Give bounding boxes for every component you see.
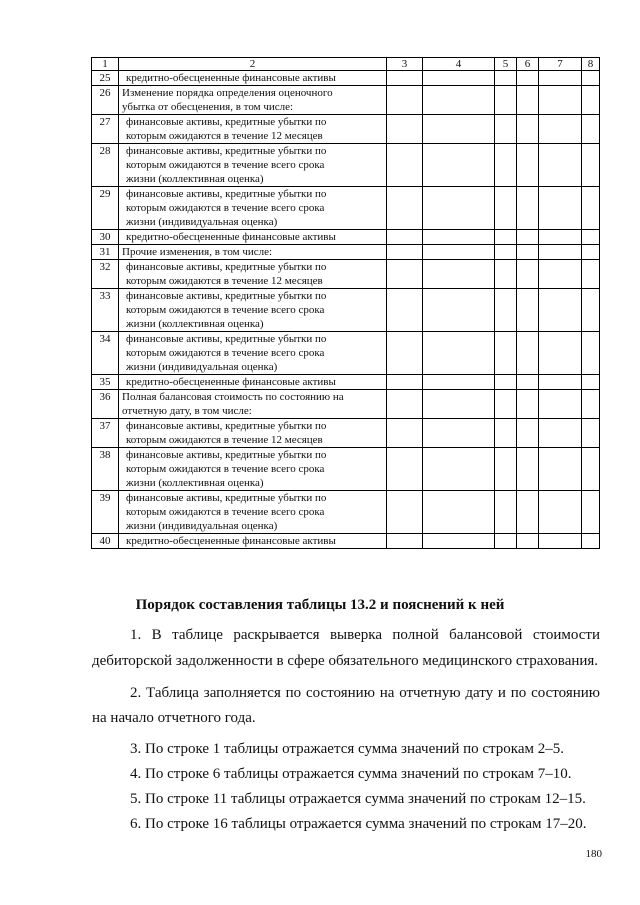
empty-cell-col-5	[495, 144, 517, 187]
row-label	[119, 448, 387, 491]
row-label-line: отчетную дату, в том числе:	[122, 405, 252, 417]
empty-cell-col-6	[517, 144, 539, 187]
empty-cell-col-5	[495, 332, 517, 375]
empty-cell-col-4	[423, 375, 495, 390]
row-label-line: кредитно-обесцененные финансовые активы	[126, 72, 336, 84]
table-row	[92, 375, 600, 390]
empty-cell-col-7	[539, 230, 582, 245]
row-label-line: которым ожидаются в течение всего срока	[126, 463, 325, 475]
table-row	[92, 448, 600, 491]
row-label-line: Полная балансовая стоимость по состоянию на	[122, 391, 344, 403]
table-row	[92, 534, 600, 549]
page-number: 180	[585, 848, 602, 860]
empty-cell-col-8	[582, 230, 600, 245]
empty-cell-col-6	[517, 260, 539, 289]
paragraph-4-text: 4. По строке 6 таблицы отражается сумма значений по строкам 7–10.	[130, 766, 572, 782]
paragraph-5	[92, 790, 600, 808]
empty-cell-col-6	[517, 115, 539, 144]
row-number: 26	[92, 86, 119, 115]
table-row	[92, 71, 600, 86]
table-row	[92, 419, 600, 448]
paragraph-5-text: 5. По строке 11 таблицы отражается сумма значений по строкам 12–15.	[130, 791, 586, 807]
table-row	[92, 115, 600, 144]
empty-cell-col-4	[423, 419, 495, 448]
empty-cell-col-3	[387, 289, 423, 332]
empty-cell-col-6	[517, 332, 539, 375]
row-label-line: которым ожидаются в течение 12 месяцев	[126, 130, 323, 142]
row-number: 35	[92, 375, 119, 390]
paragraph-1-line-1: 1. В таблице раскрывается выверка полной балансовой стоимости	[130, 627, 600, 643]
empty-cell-col-8	[582, 115, 600, 144]
empty-cell-col-4	[423, 245, 495, 260]
column-header-5: 5	[495, 58, 517, 71]
empty-cell-col-3	[387, 419, 423, 448]
row-label	[119, 245, 387, 260]
row-label	[119, 289, 387, 332]
row-number: 36	[92, 390, 119, 419]
table-header-row	[92, 58, 600, 71]
empty-cell-col-5	[495, 115, 517, 144]
empty-cell-col-3	[387, 491, 423, 534]
row-number: 25	[92, 71, 119, 86]
row-label	[119, 115, 387, 144]
empty-cell-col-3	[387, 390, 423, 419]
row-number: 31	[92, 245, 119, 260]
row-number: 34	[92, 332, 119, 375]
empty-cell-col-6	[517, 419, 539, 448]
row-label-line: жизни (индивидуальная оценка)	[126, 216, 278, 228]
table-body	[92, 71, 600, 549]
row-label-line: которым ожидаются в течение всего срока	[126, 304, 325, 316]
column-header-6: 6	[517, 58, 539, 71]
empty-cell-col-4	[423, 448, 495, 491]
empty-cell-col-3	[387, 187, 423, 230]
row-label-line: финансовые активы, кредитные убытки по	[126, 261, 327, 273]
empty-cell-col-4	[423, 71, 495, 86]
empty-cell-col-8	[582, 390, 600, 419]
row-label-line: финансовые активы, кредитные убытки по	[126, 420, 327, 432]
empty-cell-col-3	[387, 230, 423, 245]
empty-cell-col-7	[539, 289, 582, 332]
paragraph-6	[92, 815, 600, 833]
paragraph-1	[92, 626, 600, 644]
table-row	[92, 289, 600, 332]
empty-cell-col-8	[582, 187, 600, 230]
column-header-2: 2	[119, 58, 387, 71]
row-number: 27	[92, 115, 119, 144]
row-label	[119, 144, 387, 187]
empty-cell-col-5	[495, 230, 517, 245]
paragraph-3	[92, 740, 600, 758]
empty-cell-col-8	[582, 144, 600, 187]
table-row	[92, 332, 600, 375]
row-label	[119, 187, 387, 230]
paragraph-3-text: 3. По строке 1 таблицы отражается сумма значений по строкам 2–5.	[130, 741, 564, 757]
row-label-line: жизни (индивидуальная оценка)	[126, 361, 278, 373]
empty-cell-col-6	[517, 390, 539, 419]
paragraph-6-text: 6. По строке 16 таблицы отражается сумма значений по строкам 17–20.	[130, 816, 587, 832]
empty-cell-col-4	[423, 491, 495, 534]
paragraph-2-cont: на начало отчетного года.	[92, 710, 256, 726]
empty-cell-col-4	[423, 86, 495, 115]
section-heading: Порядок составления таблицы 13.2 и пояснений к ней	[135, 597, 505, 613]
row-label-line: финансовые активы, кредитные убытки по	[126, 188, 327, 200]
empty-cell-col-8	[582, 491, 600, 534]
empty-cell-col-5	[495, 375, 517, 390]
empty-cell-col-8	[582, 375, 600, 390]
paragraph-2	[92, 684, 600, 702]
empty-cell-col-7	[539, 375, 582, 390]
empty-cell-col-7	[539, 332, 582, 375]
empty-cell-col-7	[539, 86, 582, 115]
empty-cell-col-7	[539, 71, 582, 86]
row-label-line: которым ожидаются в течение 12 месяцев	[126, 434, 323, 446]
row-label-line: которым ожидаются в течение всего срока	[126, 506, 325, 518]
table-row	[92, 144, 600, 187]
column-header-4: 4	[423, 58, 495, 71]
row-label-line: кредитно-обесцененные финансовые активы	[126, 231, 336, 243]
empty-cell-col-6	[517, 245, 539, 260]
empty-cell-col-3	[387, 534, 423, 549]
column-header-3: 3	[387, 58, 423, 71]
empty-cell-col-8	[582, 419, 600, 448]
row-number: 38	[92, 448, 119, 491]
column-header-7: 7	[539, 58, 582, 71]
row-label-line: жизни (коллективная оценка)	[126, 173, 264, 185]
reconciliation-table	[91, 57, 600, 549]
empty-cell-col-5	[495, 71, 517, 86]
empty-cell-col-6	[517, 71, 539, 86]
empty-cell-col-7	[539, 187, 582, 230]
paragraph-1-cont: дебиторской задолженности в сфере обязательного медицинского страхования.	[92, 653, 599, 669]
empty-cell-col-7	[539, 245, 582, 260]
empty-cell-col-6	[517, 491, 539, 534]
row-label	[119, 71, 387, 86]
empty-cell-col-5	[495, 187, 517, 230]
empty-cell-col-3	[387, 86, 423, 115]
empty-cell-col-3	[387, 375, 423, 390]
paragraph-4	[92, 765, 600, 783]
table-row	[92, 245, 600, 260]
empty-cell-col-6	[517, 230, 539, 245]
row-label-line: Прочие изменения, в том числе:	[122, 246, 273, 258]
empty-cell-col-7	[539, 260, 582, 289]
row-label-line: жизни (индивидуальная оценка)	[126, 520, 278, 532]
row-number: 32	[92, 260, 119, 289]
row-label-line: жизни (коллективная оценка)	[126, 318, 264, 330]
empty-cell-col-7	[539, 448, 582, 491]
empty-cell-col-7	[539, 534, 582, 549]
empty-cell-col-5	[495, 245, 517, 260]
row-label-line: жизни (коллективная оценка)	[126, 477, 264, 489]
row-label-line: кредитно-обесцененные финансовые активы	[126, 376, 336, 388]
table-row	[92, 187, 600, 230]
row-number: 37	[92, 419, 119, 448]
empty-cell-col-3	[387, 144, 423, 187]
row-label-line: финансовые активы, кредитные убытки по	[126, 290, 327, 302]
empty-cell-col-4	[423, 332, 495, 375]
empty-cell-col-6	[517, 375, 539, 390]
row-label-line: которым ожидаются в течение всего срока	[126, 202, 325, 214]
row-label-line: которым ожидаются в течение 12 месяцев	[126, 275, 323, 287]
empty-cell-col-3	[387, 245, 423, 260]
empty-cell-col-8	[582, 86, 600, 115]
row-number: 28	[92, 144, 119, 187]
empty-cell-col-7	[539, 419, 582, 448]
row-number: 40	[92, 534, 119, 549]
empty-cell-col-6	[517, 534, 539, 549]
row-label-line: финансовые активы, кредитные убытки по	[126, 116, 327, 128]
empty-cell-col-5	[495, 86, 517, 115]
empty-cell-col-5	[495, 260, 517, 289]
empty-cell-col-4	[423, 230, 495, 245]
table-row	[92, 230, 600, 245]
empty-cell-col-4	[423, 390, 495, 419]
row-label	[119, 230, 387, 245]
empty-cell-col-4	[423, 144, 495, 187]
table-row	[92, 260, 600, 289]
empty-cell-col-4	[423, 260, 495, 289]
row-number: 30	[92, 230, 119, 245]
row-label-line: Изменение порядка определения оценочного	[122, 87, 333, 99]
empty-cell-col-5	[495, 419, 517, 448]
row-label-line: финансовые активы, кредитные убытки по	[126, 333, 327, 345]
empty-cell-col-8	[582, 260, 600, 289]
row-label-line: финансовые активы, кредитные убытки по	[126, 449, 327, 461]
table-row	[92, 390, 600, 419]
row-label-line: кредитно-обесцененные финансовые активы	[126, 535, 336, 547]
empty-cell-col-8	[582, 245, 600, 260]
column-header-8: 8	[582, 58, 600, 71]
row-label	[119, 390, 387, 419]
empty-cell-col-6	[517, 289, 539, 332]
empty-cell-col-6	[517, 187, 539, 230]
empty-cell-col-3	[387, 448, 423, 491]
empty-cell-col-8	[582, 71, 600, 86]
row-number: 29	[92, 187, 119, 230]
table-row	[92, 86, 600, 115]
row-label	[119, 332, 387, 375]
empty-cell-col-3	[387, 71, 423, 86]
empty-cell-col-7	[539, 390, 582, 419]
row-label	[119, 260, 387, 289]
empty-cell-col-4	[423, 289, 495, 332]
empty-cell-col-5	[495, 390, 517, 419]
empty-cell-col-6	[517, 86, 539, 115]
empty-cell-col-8	[582, 289, 600, 332]
empty-cell-col-3	[387, 115, 423, 144]
row-label-line: которым ожидаются в течение всего срока	[126, 159, 325, 171]
empty-cell-col-7	[539, 115, 582, 144]
empty-cell-col-8	[582, 332, 600, 375]
row-number: 39	[92, 491, 119, 534]
empty-cell-col-5	[495, 289, 517, 332]
empty-cell-col-5	[495, 491, 517, 534]
empty-cell-col-8	[582, 534, 600, 549]
empty-cell-col-6	[517, 448, 539, 491]
empty-cell-col-4	[423, 534, 495, 549]
empty-cell-col-5	[495, 448, 517, 491]
row-label	[119, 375, 387, 390]
column-header-1: 1	[92, 58, 119, 71]
table-row	[92, 491, 600, 534]
row-label	[119, 86, 387, 115]
row-number: 33	[92, 289, 119, 332]
paragraph-2-line-1: 2. Таблица заполняется по состоянию на отчетную дату и по состоянию	[130, 685, 600, 701]
row-label-line: финансовые активы, кредитные убытки по	[126, 145, 327, 157]
empty-cell-col-3	[387, 332, 423, 375]
empty-cell-col-7	[539, 491, 582, 534]
empty-cell-col-4	[423, 187, 495, 230]
row-label	[119, 491, 387, 534]
empty-cell-col-3	[387, 260, 423, 289]
row-label-line: которым ожидаются в течение всего срока	[126, 347, 325, 359]
empty-cell-col-7	[539, 144, 582, 187]
empty-cell-col-5	[495, 534, 517, 549]
row-label	[119, 419, 387, 448]
row-label-line: финансовые активы, кредитные убытки по	[126, 492, 327, 504]
empty-cell-col-4	[423, 115, 495, 144]
empty-cell-col-8	[582, 448, 600, 491]
row-label-line: убытка от обесценения, в том числе:	[122, 101, 294, 113]
row-label	[119, 534, 387, 549]
